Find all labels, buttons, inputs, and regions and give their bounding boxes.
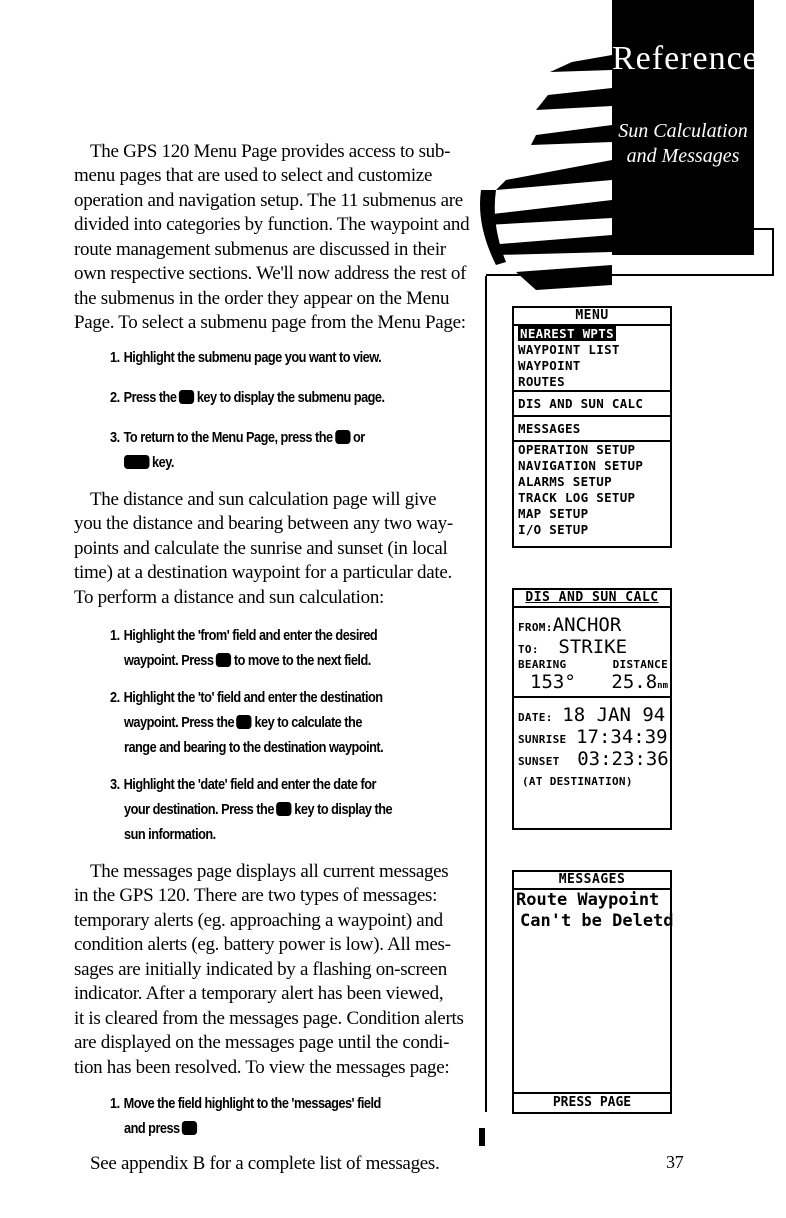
to-row — [514, 636, 670, 658]
enter-key-icon — [179, 390, 194, 404]
text-line: The distance and sun calculation page will give — [90, 489, 437, 510]
press-page-hint: PRESS PAGE — [514, 1092, 670, 1112]
text-line: condition alerts (eg. battery power is low). All mes- — [74, 934, 451, 955]
step-text: key to calculate the — [254, 714, 362, 731]
to-field[interactable]: STRIKE — [558, 636, 628, 658]
screen-title: DIS AND SUN CALC — [514, 590, 670, 608]
globe-graphic — [476, 40, 616, 290]
text-line: sages are initially indicated by a flashing on-screen — [74, 958, 447, 980]
step-text: to move to the next field. — [233, 652, 371, 669]
section-title: Reference — [612, 40, 759, 77]
menu-screen — [512, 306, 672, 548]
text-line: menu pages that are used to select and customize — [74, 165, 433, 186]
divider — [485, 276, 487, 1112]
step-number: 1. — [110, 627, 120, 644]
menu-item-io-setup[interactable]: I/O SETUP — [518, 522, 589, 537]
step-item — [124, 649, 371, 673]
bearing-distance-values — [514, 671, 670, 698]
step-text: Highlight the submenu page you want to view. — [123, 349, 382, 366]
paragraph — [74, 164, 474, 336]
step-item — [124, 711, 362, 735]
quit-key-icon — [124, 455, 150, 469]
message-line: Route Waypoint — [516, 890, 660, 910]
text-line: indicator. After a temporary alert has been viewed, — [74, 983, 444, 1004]
step-text: waypoint. Press — [124, 652, 214, 669]
page-number: 37 — [666, 1152, 684, 1172]
menu-item-nearest-wpts[interactable] — [514, 326, 670, 342]
text-line: you the distance and bearing between any two way- — [74, 513, 453, 534]
sunrise-value: 17:34:39 — [576, 726, 668, 748]
step-text: waypoint. Press the — [124, 714, 235, 731]
date-field[interactable]: 18 JAN 94 — [562, 704, 666, 726]
text-line: To perform a distance and sun calculation: — [74, 586, 385, 608]
menu-item-alarms-setup[interactable]: ALARMS SETUP — [518, 474, 612, 489]
distance-label: DISTANCE — [612, 658, 668, 671]
enter-key-icon — [276, 802, 291, 816]
step-text: Move the field highlight to the 'messages' field — [123, 1095, 381, 1112]
menu-group — [514, 326, 670, 392]
date-row — [514, 704, 670, 726]
step-item — [110, 426, 365, 450]
step-item — [110, 624, 377, 648]
sunset-value: 03:23:36 — [577, 748, 669, 770]
step-text: Highlight the 'date' field and enter the date for — [123, 776, 376, 793]
text-line: temporary alerts (eg. approaching a waypoint) and — [74, 909, 443, 931]
paragraph — [90, 860, 448, 885]
step-item — [110, 346, 381, 370]
section-tab — [612, 0, 759, 255]
text-line: points and calculate the sunrise and sunset (in local — [74, 537, 448, 559]
paragraph — [74, 512, 474, 610]
from-field[interactable]: ANCHOR — [552, 614, 622, 636]
step-number: 1. — [110, 349, 120, 366]
step-item — [124, 451, 174, 475]
paragraph — [90, 140, 450, 165]
from-row — [514, 614, 670, 636]
text-line: tion has been resolved. To view the messages page: — [74, 1056, 450, 1078]
paragraph — [90, 488, 436, 513]
menu-group — [514, 442, 670, 538]
step-text: range and bearing to the destination waypoint. — [124, 739, 384, 756]
menu-item-dis-sun-calc[interactable]: DIS AND SUN CALC — [518, 396, 644, 411]
enter-key-icon — [216, 653, 231, 667]
menu-item-operation-setup[interactable]: OPERATION SETUP — [518, 442, 636, 457]
step-text: To return to the Menu Page, press the — [123, 429, 333, 446]
step-item — [124, 1117, 200, 1141]
text-line: the submenus in the order they appear on the Menu — [74, 287, 450, 309]
screen-title: MESSAGES — [514, 872, 670, 890]
destination-note — [514, 770, 670, 789]
date-label: DATE: — [518, 711, 553, 724]
divider — [772, 228, 774, 276]
step-item — [124, 736, 383, 760]
step-text: key to display the submenu page. — [196, 389, 385, 406]
menu-item-messages[interactable]: MESSAGES — [518, 421, 581, 436]
step-text: Highlight the 'from' field and enter the desired — [123, 627, 378, 644]
text-line: in the GPS 120. There are two types of messages: — [74, 885, 438, 906]
sunrise-label: SUNRISE — [518, 733, 567, 746]
text-line: route management submenus are discussed in their — [74, 238, 446, 260]
message-line: Can't be Deletd — [520, 911, 674, 931]
text-line: operation and navigation setup. The 11 submenus are — [74, 189, 463, 211]
section-subtitle: Sun Calculation — [618, 120, 748, 142]
bearing-distance-labels — [514, 658, 670, 671]
step-item — [110, 686, 383, 710]
text-line: it is cleared from the messages page. Condition alerts — [74, 1007, 464, 1029]
bearing-value: 153° — [530, 671, 576, 693]
footer-text: See appendix B for a complete list of messages. — [90, 1153, 440, 1174]
step-text: sun information. — [124, 826, 216, 843]
menu-item-track-log-setup[interactable]: TRACK LOG SETUP — [518, 490, 636, 505]
step-number: 1. — [110, 1095, 120, 1112]
step-item — [110, 386, 385, 410]
messages-screen — [512, 870, 672, 1114]
bearing-label: BEARING — [518, 658, 567, 671]
sunrise-row — [514, 726, 670, 748]
page-key-icon — [335, 430, 350, 444]
menu-item-waypoint[interactable]: WAYPOINT — [518, 358, 581, 373]
text-line: are displayed on the messages page until the condi- — [74, 1032, 450, 1053]
section-subtitle: and Messages — [626, 145, 740, 167]
enter-key-icon — [182, 1121, 197, 1135]
text-line: Page. To select a submenu page from the Menu Page: — [74, 312, 466, 333]
step-item — [110, 1092, 381, 1116]
step-item — [124, 798, 392, 822]
step-item — [110, 773, 376, 797]
step-text: Highlight the 'to' field and enter the destination — [123, 689, 383, 706]
menu-group — [514, 392, 670, 417]
screen-title: MENU — [514, 308, 670, 326]
menu-item-map-setup[interactable]: MAP SETUP — [518, 506, 589, 521]
note-text: (AT DESTINATION) — [522, 775, 633, 788]
menu-item-label: NEAREST WPTS — [520, 326, 614, 341]
text-line: own respective sections. We'll now address the rest of — [74, 263, 467, 284]
step-number: 3. — [110, 776, 120, 793]
step-item — [124, 823, 216, 847]
menu-item-waypoint-list[interactable]: WAYPOINT LIST — [518, 342, 620, 357]
distance-unit: nm — [657, 681, 668, 691]
menu-item-routes[interactable]: ROUTES — [518, 374, 565, 389]
step-text: key to display the — [294, 801, 393, 818]
step-text: and press — [124, 1120, 180, 1137]
divider-mark — [479, 1128, 485, 1146]
sunset-row — [514, 748, 670, 770]
step-text: your destination. Press the — [124, 801, 274, 818]
distance-value: 25.8 — [611, 671, 658, 693]
calc-screen — [512, 588, 672, 830]
menu-group — [514, 417, 670, 442]
from-label: FROM: — [518, 621, 553, 634]
divider — [754, 228, 774, 230]
step-number: 3. — [110, 429, 120, 446]
to-label: TO: — [518, 643, 539, 656]
step-number: 2. — [110, 689, 120, 706]
step-text: Press the — [123, 389, 177, 406]
step-text: or — [353, 429, 365, 446]
enter-key-icon — [237, 715, 252, 729]
step-text: key. — [152, 454, 174, 471]
step-number: 2. — [110, 389, 120, 406]
text-line: time) at a destination waypoint for a particular date. — [74, 562, 452, 583]
paragraph — [74, 884, 474, 1080]
menu-item-navigation-setup[interactable]: NAVIGATION SETUP — [518, 458, 644, 473]
text-line: The messages page displays all current messages — [90, 861, 449, 882]
sunset-label: SUNSET — [518, 755, 560, 768]
text-line: divided into categories by function. The waypoint and — [74, 214, 470, 235]
text-line: The GPS 120 Menu Page provides access to sub- — [90, 141, 451, 162]
